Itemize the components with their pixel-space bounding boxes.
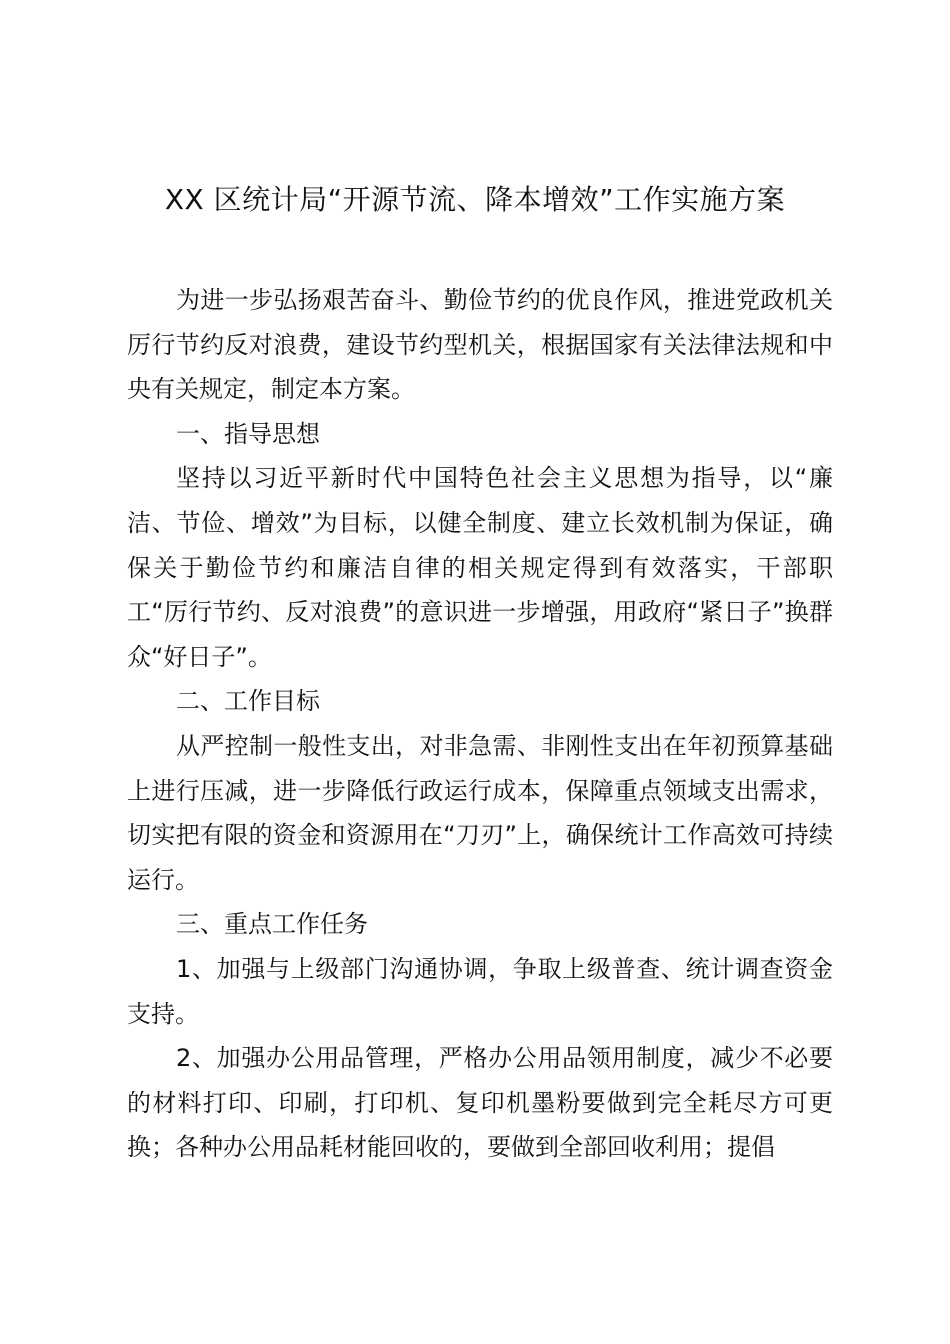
section-heading-work-goals: 二、工作目标 xyxy=(176,687,320,716)
section-heading-key-tasks: 三、重点工作任务 xyxy=(176,910,368,939)
task-item-2: 2、加强办公用品管理，严格办公用品领用制度，减少不必要的材料打印、印刷，打印机、复印机墨粉要做到完全耗尽方可更换；各种办公用品耗材能回收的，要做到全部回收利用；提倡 xyxy=(127,1044,833,1162)
document-body xyxy=(127,278,833,1170)
section-heading-guiding-ideology: 一、指导思想 xyxy=(176,419,320,448)
task-item-1: 1、加强与上级部门沟通协调，争取上级普查、统计调查资金支持。 xyxy=(127,954,833,1028)
document-title: XX 区统计局“开源节流、降本增效”工作实施方案 xyxy=(164,183,786,216)
section-body-work-goals: 从严控制一般性支出，对非急需、非刚性支出在年初预算基础上进行压减，进一步降低行政运行成本，保障重点领域支出需求，切实把有限的资金和资源用在“刀刃”上，确保统计工作高效可持续运行。 xyxy=(127,731,833,894)
intro-paragraph: 为进一步弘扬艰苦奋斗、勤俭节约的优良作风，推进党政机关厉行节约反对浪费，建设节约型机关，根据国家有关法律法规和中央有关规定，制定本方案。 xyxy=(127,286,833,404)
section-body-guiding-ideology: 坚持以习近平新时代中国特色社会主义思想为指导，以“廉洁、节俭、增效”为目标，以健全制度、建立长效机制为保证，确保关于勤俭节约和廉洁自律的相关规定得到有效落实，干部职工“厉行节约、反对浪费”的意识进一步增强，用政府“紧日子”换群众“好日子”。 xyxy=(127,464,833,671)
